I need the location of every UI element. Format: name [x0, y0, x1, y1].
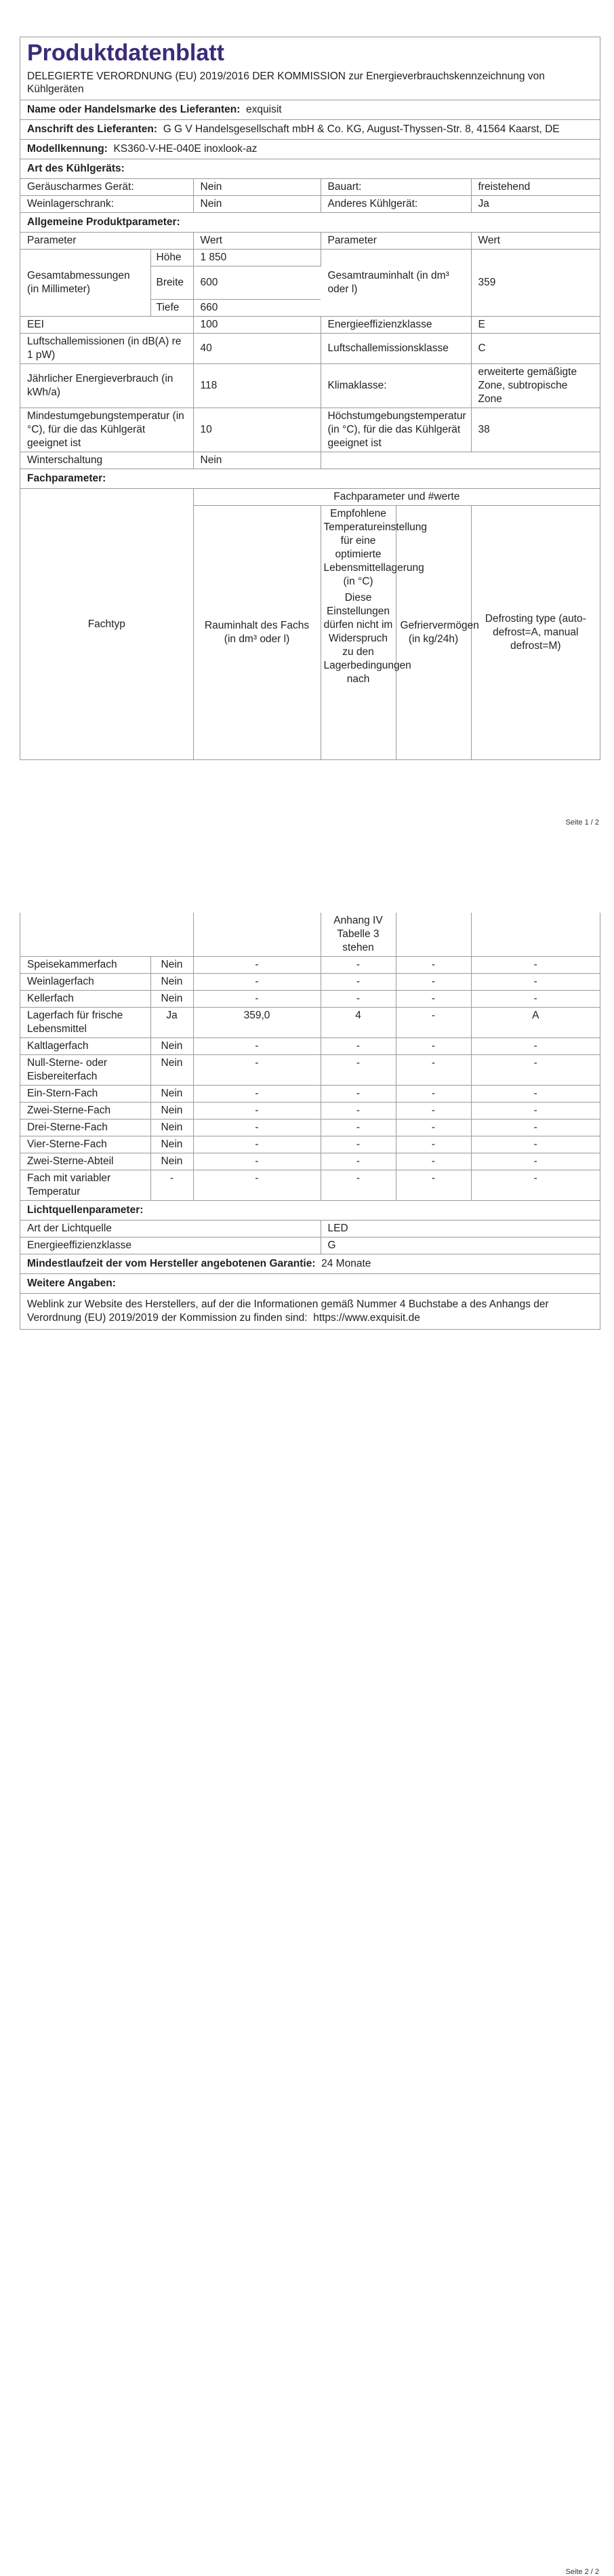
compartment-defrost: - — [471, 1119, 600, 1136]
compartment-present: Nein — [150, 1055, 193, 1086]
compartment-defrost: - — [471, 991, 600, 1008]
compartment-name: Lagerfach für frische Lebensmittel — [20, 1008, 150, 1038]
table-row — [20, 1008, 600, 1038]
compartment-temp: - — [321, 1136, 396, 1153]
table-row — [20, 1038, 600, 1055]
compartment-name: Ein-Stern-Fach — [20, 1086, 150, 1103]
min-temp-value: 10 — [193, 408, 321, 452]
compartment-freezing: - — [396, 957, 471, 974]
table-row — [20, 364, 600, 408]
page-number: Seite 1 / 2 — [565, 818, 599, 827]
compartment-table — [20, 913, 600, 957]
compartment-name: Weinlagerfach — [20, 974, 150, 991]
wine-cabinet-label: Weinlagerschrank: — [20, 196, 193, 213]
dimensions-label: Gesamtabmessungen (in Millimeter) — [20, 250, 150, 317]
design-type-value: freistehend — [471, 179, 600, 196]
compartment-volume: - — [193, 1153, 321, 1170]
empty-cell — [20, 913, 193, 957]
compartment-freezing: - — [396, 1103, 471, 1119]
empty-cell — [193, 913, 321, 957]
regulation-subtitle: DELEGIERTE VERORDNUNG (EU) 2019/2016 DER KOMMISSION zur Energieverbrauchskennzeichnung von Kühlgeräten — [20, 67, 600, 100]
compartment-freezing: - — [396, 1170, 471, 1201]
annual-energy-value: 118 — [193, 364, 321, 408]
other-appliance-value: Ja — [471, 196, 600, 213]
compartment-defrost: - — [471, 1136, 600, 1153]
datasheet-page-2 — [20, 913, 600, 1330]
light-class-value: G — [321, 1237, 600, 1254]
model-label: Modellkennung: — [27, 143, 108, 155]
compartment-name: Speisekammerfach — [20, 957, 150, 974]
height-value: 1 850 — [193, 250, 321, 266]
total-volume-label: Gesamtrauminhalt (in dm³ oder l) — [321, 250, 471, 317]
light-class-label: Energieeffizienzklasse — [20, 1237, 321, 1254]
noise-label: Luftschallemissionen (in dB(A) re 1 pW) — [20, 334, 193, 364]
compartment-defrost: - — [471, 1055, 600, 1086]
compartment-temp: - — [321, 1038, 396, 1055]
depth-label: Tiefe — [150, 300, 193, 317]
compartment-present: Nein — [150, 1119, 193, 1136]
compartment-name: Null-Sterne- oder Eisbereiterfach — [20, 1055, 150, 1086]
compartment-defrost: - — [471, 1086, 600, 1103]
noise-value: 40 — [193, 334, 321, 364]
noise-class-value: C — [471, 334, 600, 364]
compartment-present: Nein — [150, 1086, 193, 1103]
page-title: Produktdatenblatt — [27, 40, 224, 66]
climate-class-label: Klimaklasse: — [321, 364, 471, 408]
table-row — [20, 233, 600, 250]
compartment-temp: - — [321, 991, 396, 1008]
max-temp-value: 38 — [471, 408, 600, 452]
annual-energy-label: Jährlicher Energieverbrauch (in kWh/a) — [20, 364, 193, 408]
compartment-freezing: - — [396, 1153, 471, 1170]
param-col-header: Parameter — [321, 233, 471, 250]
compartment-volume: - — [193, 1119, 321, 1136]
width-value: 600 — [193, 266, 321, 300]
compartment-volume: - — [193, 1170, 321, 1201]
value-col-header: Wert — [193, 233, 321, 250]
noise-class-label: Luftschallemissionsklasse — [321, 334, 471, 364]
compartment-temp: - — [321, 1119, 396, 1136]
more-info-row — [20, 1294, 600, 1330]
compartment-temp: - — [321, 957, 396, 974]
table-row — [20, 1103, 600, 1119]
table-row — [20, 991, 600, 1008]
compartment-temp: - — [321, 1153, 396, 1170]
compartment-volume: - — [193, 957, 321, 974]
recommended-temp-text: Empfohlene Temperatureinstellung für eine optimierte Lebensmittellagerung (in °C) — [323, 508, 428, 587]
compartment-defrost: - — [471, 1170, 600, 1201]
energy-class-value: E — [471, 317, 600, 334]
table-row — [20, 1221, 600, 1237]
page-1 — [0, 0, 614, 868]
freezing-capacity-header: Gefriervermögen (in kg/24h) — [396, 506, 471, 760]
supplier-address-label: Anschrift des Lieferanten: — [27, 123, 158, 135]
table-row — [20, 974, 600, 991]
compartment-defrost: - — [471, 957, 600, 974]
compartment-temp: 4 — [321, 1008, 396, 1038]
table-row — [20, 957, 600, 974]
table-row — [20, 317, 600, 334]
appliance-type-heading: Art des Kühlgeräts: — [20, 159, 600, 179]
compartment-name: Kaltlagerfach — [20, 1038, 150, 1055]
compartment-name: Vier-Sterne-Fach — [20, 1136, 150, 1153]
table-row — [20, 1153, 600, 1170]
table-row — [20, 1136, 600, 1153]
table-row — [20, 1170, 600, 1201]
supplier-name-row — [20, 100, 600, 120]
compartment-name: Zwei-Sterne-Abteil — [20, 1153, 150, 1170]
compartment-group-header: Fachparameter und #werte — [193, 489, 600, 506]
winter-mode-value: Nein — [193, 452, 321, 469]
supplier-address-row — [20, 120, 600, 140]
compartment-present: Nein — [150, 1038, 193, 1055]
table-row — [20, 452, 600, 469]
compartment-temp: - — [321, 1170, 396, 1201]
eei-value: 100 — [193, 317, 321, 334]
compartment-present: Ja — [150, 1008, 193, 1038]
compartment-present: Nein — [150, 991, 193, 1008]
compartment-defrost: - — [471, 1103, 600, 1119]
compartment-present: Nein — [150, 1153, 193, 1170]
compartment-params-heading: Fachparameter: — [20, 469, 600, 489]
table-row — [20, 489, 600, 506]
compartment-header-table — [20, 489, 600, 760]
compartment-freezing: - — [396, 991, 471, 1008]
compartment-freezing: - — [396, 1136, 471, 1153]
compartment-freezing: - — [396, 1055, 471, 1086]
compartment-present: Nein — [150, 1136, 193, 1153]
empty-cell — [321, 452, 600, 469]
min-temp-label: Mindestumgebungstemperatur (in °C), für die das Kühlgerät geeignet ist — [20, 408, 193, 452]
light-params-heading: Lichtquellenparameter: — [20, 1201, 600, 1221]
compartment-name: Drei-Sterne-Fach — [20, 1119, 150, 1136]
empty-cell — [396, 913, 471, 957]
light-params-table — [20, 1221, 600, 1254]
table-row — [20, 179, 600, 196]
compartment-temp: - — [321, 1055, 396, 1086]
table-row — [20, 408, 600, 452]
more-info-heading: Weitere Angaben: — [20, 1274, 600, 1294]
compartment-name: Kellerfach — [20, 991, 150, 1008]
value-col-header: Wert — [471, 233, 600, 250]
compartment-present: Nein — [150, 974, 193, 991]
compartment-defrost: A — [471, 1008, 600, 1038]
compartment-temp: - — [321, 1086, 396, 1103]
recommended-temp-note-continued: Anhang IV Tabelle 3 stehen — [321, 913, 396, 957]
compartment-present: Nein — [150, 957, 193, 974]
compartment-name: Fach mit variabler Temperatur — [20, 1170, 150, 1201]
compartment-volume: - — [193, 1055, 321, 1086]
table-row — [20, 334, 600, 364]
compartment-volume: 359,0 — [193, 1008, 321, 1038]
compartment-defrost: - — [471, 974, 600, 991]
compartment-present: Nein — [150, 1103, 193, 1119]
max-temp-label: Höchstumgebungstemperatur (in °C), für die das Kühlgerät geeignet ist — [321, 408, 471, 452]
warranty-label: Mindestlaufzeit der vom Hersteller angebotenen Garantie: — [27, 1258, 316, 1269]
width-label: Breite — [150, 266, 193, 300]
table-row — [20, 250, 600, 266]
design-type-label: Bauart: — [321, 179, 471, 196]
warranty-value: 24 Monate — [321, 1258, 371, 1269]
datasheet-page-1 — [20, 37, 600, 760]
winter-mode-label: Winterschaltung — [20, 452, 193, 469]
table-row — [20, 1086, 600, 1103]
light-type-value: LED — [321, 1221, 600, 1237]
compartment-volume-header: Rauminhalt des Fachs (in dm³ oder l) — [193, 506, 321, 760]
compartment-present: - — [150, 1170, 193, 1201]
height-label: Höhe — [150, 250, 193, 266]
table-row — [20, 913, 600, 957]
recommended-temp-header — [321, 506, 428, 760]
param-col-header: Parameter — [20, 233, 193, 250]
compartment-freezing: - — [396, 1008, 471, 1038]
compartment-name: Zwei-Sterne-Fach — [20, 1103, 150, 1119]
general-params-heading: Allgemeine Produktparameter: — [20, 213, 600, 233]
compartment-volume: - — [193, 1136, 321, 1153]
table-row — [20, 1237, 600, 1254]
light-type-label: Art der Lichtquelle — [20, 1221, 321, 1237]
appliance-type-table — [20, 179, 600, 213]
more-info-text: Weblink zur Website des Herstellers, auf der die Informationen gemäß Nummer 4 Buchstabe a des Anhangs der Verordnung (EU) 2019/2019 der Kommission zu finden sind: — [27, 1299, 549, 1324]
supplier-address-value: G G V Handelsgesellschaft mbH & Co. KG, August-Thyssen-Str. 8, 41564 Kaarst, DE — [163, 123, 560, 135]
defrosting-type-header: Defrosting type (auto-defrost=A, manual defrost=M) — [471, 506, 600, 760]
compartment-volume: - — [193, 1086, 321, 1103]
compartment-freezing: - — [396, 1119, 471, 1136]
compartment-temp: - — [321, 974, 396, 991]
page-number: Seite 2 / 2 — [565, 2568, 599, 2576]
energy-class-label: Energieeffizienzklasse — [321, 317, 471, 334]
wine-cabinet-value: Nein — [193, 196, 321, 213]
compartment-volume: - — [193, 991, 321, 1008]
table-row — [20, 196, 600, 213]
table-row — [20, 1119, 600, 1136]
compartment-volume: - — [193, 974, 321, 991]
compartment-freezing: - — [396, 1086, 471, 1103]
recommended-temp-note: Diese Einstellungen dürfen nicht im Widerspruch zu den Lagerbedingungen nach — [323, 592, 411, 685]
other-appliance-label: Anderes Kühlgerät: — [321, 196, 471, 213]
page-2 — [0, 868, 614, 2576]
compartment-freezing: - — [396, 1038, 471, 1055]
manufacturer-link[interactable]: https://www.exquisit.de — [313, 1312, 420, 1324]
model-row — [20, 140, 600, 159]
low-noise-label: Geräuscharmes Gerät: — [20, 179, 193, 196]
eei-label: EEI — [20, 317, 193, 334]
supplier-name-label: Name oder Handelsmarke des Lieferanten: — [27, 104, 241, 115]
compartment-defrost: - — [471, 1153, 600, 1170]
warranty-row — [20, 1254, 600, 1274]
depth-value: 660 — [193, 300, 321, 317]
compartment-volume: - — [193, 1103, 321, 1119]
compartment-freezing: - — [396, 974, 471, 991]
table-row — [20, 1055, 600, 1086]
empty-cell — [471, 913, 600, 957]
model-value: KS360-V-HE-040E inoxlook-az — [113, 143, 258, 155]
general-params-table — [20, 233, 600, 469]
compartment-type-header: Fachtyp — [20, 489, 193, 760]
compartment-rows — [20, 957, 600, 1201]
compartment-defrost: - — [471, 1038, 600, 1055]
compartment-temp: - — [321, 1103, 396, 1119]
low-noise-value: Nein — [193, 179, 321, 196]
supplier-name-value: exquisit — [246, 104, 282, 115]
total-volume-value: 359 — [471, 250, 600, 317]
climate-class-value: erweiterte gemäßigte Zone, subtropische Zone — [471, 364, 600, 408]
compartment-volume: - — [193, 1038, 321, 1055]
